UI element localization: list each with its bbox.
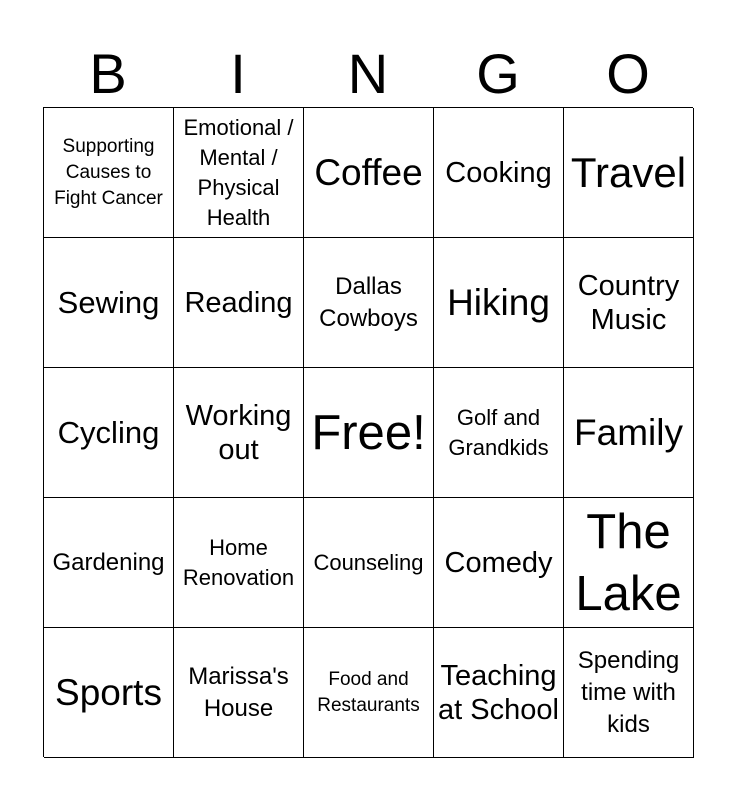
header-letter-n: N [347,42,389,105]
bingo-cell[interactable] [174,368,304,498]
cell-label: Travel [570,148,687,196]
cell-label: Comedy [444,546,553,579]
bingo-cell[interactable] [564,238,694,368]
cell-label: Country Music [577,269,680,336]
bingo-cell[interactable] [434,628,564,758]
cell-label: Coffee [314,151,423,193]
bingo-cell[interactable] [434,498,564,628]
bingo-cell[interactable] [174,628,304,758]
cell-label: Sewing [57,284,160,320]
cell-label: Home Renovation [182,534,295,590]
cell-label: Cycling [57,414,160,450]
bingo-cell[interactable] [44,628,174,758]
bingo-cell[interactable] [434,368,564,498]
cell-label: Emotional / Mental / Physical Health [183,114,294,230]
cell-label: Reading [184,286,293,319]
bingo-cell[interactable] [304,108,434,238]
cell-label: The Lake [575,504,682,621]
bingo-cell[interactable] [564,628,694,758]
cell-label: Sports [55,671,162,713]
bingo-cell[interactable] [174,498,304,628]
cell-label: Teaching at School [438,659,559,726]
cell-label: Dallas Cowboys [319,272,418,332]
free-space-cell[interactable] [304,368,434,498]
bingo-cell[interactable] [174,238,304,368]
bingo-cell[interactable] [304,238,434,368]
bingo-header [43,40,693,108]
cell-label: Food and Restaurants [317,668,420,716]
bingo-cell[interactable] [304,498,434,628]
cell-label: Marissa's House [188,662,289,722]
cell-label: Free! [311,405,426,460]
cell-label: Hiking [447,281,550,323]
bingo-cell[interactable] [564,368,694,498]
cell-label: Family [574,411,683,453]
bingo-cell[interactable] [434,108,564,238]
bingo-cell[interactable] [174,108,304,238]
header-letter-g: G [476,42,520,105]
bingo-cell[interactable] [44,238,174,368]
header-letter-b: B [89,42,127,105]
cell-label: Counseling [313,549,424,575]
cell-label: Gardening [52,548,165,576]
bingo-cell[interactable] [304,628,434,758]
bingo-cell[interactable] [564,498,694,628]
cell-label: Spending time with kids [577,646,680,738]
cell-label: Working out [185,399,292,466]
bingo-cell[interactable] [44,498,174,628]
cell-label: Golf and Grandkids [448,404,549,460]
bingo-cell[interactable] [44,108,174,238]
bingo-cell[interactable] [44,368,174,498]
bingo-cell[interactable] [434,238,564,368]
cell-label: Supporting Causes to Fight Cancer [54,135,163,209]
bingo-grid [43,107,693,757]
bingo-cell[interactable] [564,108,694,238]
header-letter-o: O [606,42,650,105]
header-letter-i: I [230,42,246,105]
cell-label: Cooking [445,156,552,189]
